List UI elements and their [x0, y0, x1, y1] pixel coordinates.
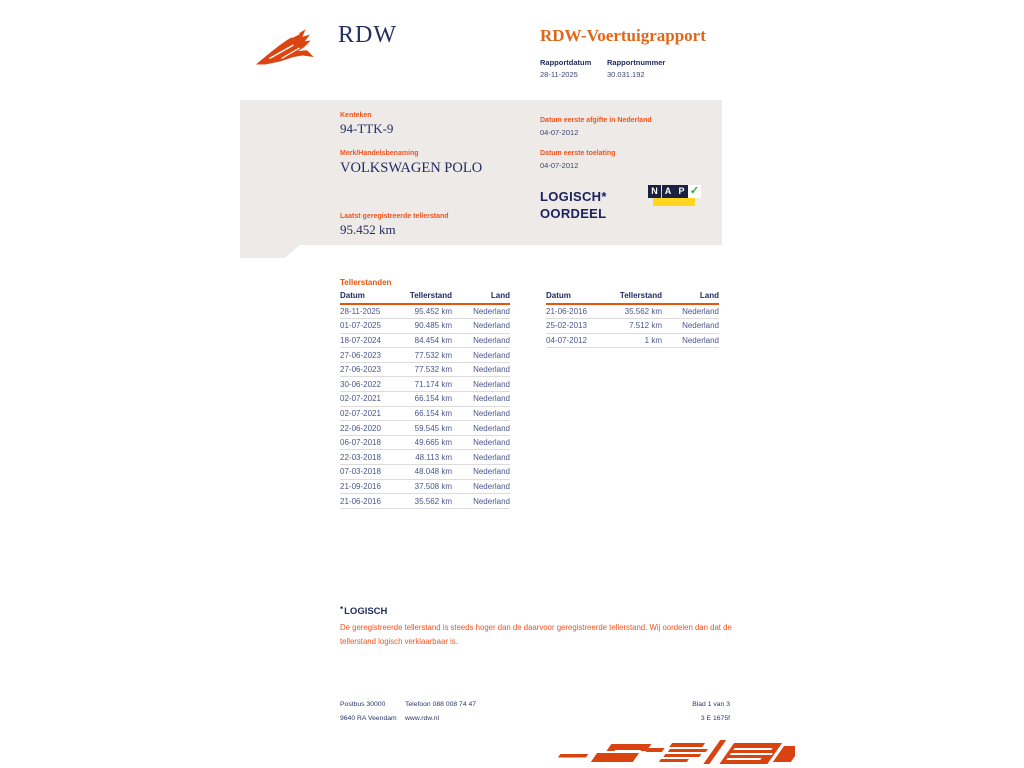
kenteken-value: 94-TTK-9: [340, 121, 394, 136]
table-cell: 1 km: [608, 333, 662, 348]
report-number-label: Rapportnummer: [607, 58, 666, 67]
table-cell: 01-07-2025: [340, 319, 402, 334]
table-cell: 21-06-2016: [546, 304, 608, 319]
table-row: [546, 304, 719, 319]
table-cell: 18-07-2024: [340, 333, 402, 348]
report-number-value: 30.031.192: [607, 70, 645, 79]
logisch-explanation-text: De geregistreerde tellerstand is steeds hoger dan de daarvoor geregistreerde tellerstand. Wij oordelen dan dat de tellerstand logisch verklaarbaar is.: [340, 623, 732, 646]
table-cell: Nederland: [452, 450, 510, 465]
footer-phone: Telefoon 088 008 74 47: [405, 701, 477, 708]
nap-letter-a: A: [662, 185, 675, 198]
odometer-table-right: [546, 291, 719, 348]
table-cell: 25-02-2013: [546, 319, 608, 334]
table-cell: 37.508 km: [402, 479, 452, 494]
oordeel-text: [540, 188, 607, 222]
rdw-logo-text: RDW: [338, 22, 397, 48]
table-row: [340, 494, 510, 509]
table-cell: 48.113 km: [402, 450, 452, 465]
table-cell: 06-07-2018: [340, 435, 402, 450]
footer-page-indicator: Blad 1 van 3: [692, 701, 730, 708]
table-cell: 35.562 km: [402, 494, 452, 509]
table-row: [340, 377, 510, 392]
table-cell: Nederland: [452, 348, 510, 363]
merk-value: VOLKSWAGEN POLO: [340, 160, 483, 176]
toelating-value: 04-07-2012: [540, 161, 579, 170]
table-cell: 71.174 km: [402, 377, 452, 392]
table-cell: 66.154 km: [402, 406, 452, 421]
table-cell: 07-03-2018: [340, 465, 402, 480]
table-row: [340, 333, 510, 348]
rdw-wing-logo-icon: [253, 27, 331, 69]
column-header-datum: Datum: [546, 291, 608, 304]
table-cell: Nederland: [452, 435, 510, 450]
table-cell: Nederland: [662, 333, 719, 348]
table-cell: 02-07-2021: [340, 392, 402, 407]
table-cell: 95.452 km: [402, 304, 452, 319]
table-row: [546, 333, 719, 348]
tellerstand-value: 95.452 km: [340, 222, 396, 237]
table-row: [340, 406, 510, 421]
table-row: [340, 362, 510, 377]
footer-address-line2: 9640 RA Veendam: [340, 715, 397, 722]
table-cell: 27-06-2023: [340, 348, 402, 363]
afgifte-label: Datum eerste afgifte in Nederland: [540, 117, 652, 124]
asterisk: *: [340, 605, 344, 614]
afgifte-value: 04-07-2012: [540, 128, 579, 137]
table-cell: 49.665 km: [402, 435, 452, 450]
table-cell: Nederland: [452, 304, 510, 319]
merk-label: Merk/Handelsbenaming: [340, 150, 419, 157]
table-cell: 66.154 km: [402, 392, 452, 407]
table-cell: 77.532 km: [402, 348, 452, 363]
table-cell: 30-06-2022: [340, 377, 402, 392]
table-cell: Nederland: [662, 304, 719, 319]
nap-check-icon: ✓: [689, 185, 700, 197]
rdw-wing-fragment-decoration: [545, 736, 795, 768]
table-cell: 7.512 km: [608, 319, 662, 334]
oordeel-line2: OORDEEL: [540, 206, 607, 221]
table-cell: Nederland: [452, 377, 510, 392]
table-row: [340, 450, 510, 465]
table-row: [340, 421, 510, 436]
nap-letter-p: P: [675, 185, 688, 198]
table-header-row: [546, 291, 719, 304]
table-row: [340, 319, 510, 334]
table-cell: Nederland: [452, 421, 510, 436]
logisch-explanation-heading: [340, 605, 387, 617]
table-cell: Nederland: [452, 362, 510, 377]
table-cell: 28-11-2025: [340, 304, 402, 319]
toelating-label: Datum eerste toelating: [540, 150, 616, 157]
table-cell: Nederland: [452, 392, 510, 407]
column-header-tellerstand: Tellerstand: [608, 291, 662, 304]
table-row: [340, 435, 510, 450]
column-header-tellerstand: Tellerstand: [402, 291, 452, 304]
tellerstanden-heading: Tellerstanden: [340, 278, 392, 287]
table-cell: 48.048 km: [402, 465, 452, 480]
tellerstand-label: Laatst geregistreerde tellerstand: [340, 213, 449, 220]
table-cell: 77.532 km: [402, 362, 452, 377]
footer-address-line1: Postbus 30000: [340, 701, 386, 708]
oordeel-line1: LOGISCH*: [540, 189, 607, 204]
table-row: [340, 392, 510, 407]
table-cell: 90.485 km: [402, 319, 452, 334]
table-cell: Nederland: [452, 465, 510, 480]
report-date-value: 28-11-2025: [540, 70, 578, 79]
table-cell: 35.562 km: [608, 304, 662, 319]
table-cell: 04-07-2012: [546, 333, 608, 348]
column-header-datum: Datum: [340, 291, 402, 304]
table-cell: Nederland: [452, 406, 510, 421]
table-cell: 21-06-2016: [340, 494, 402, 509]
nap-letter-n: N: [648, 185, 661, 198]
table-cell: 84.454 km: [402, 333, 452, 348]
table-cell: Nederland: [452, 333, 510, 348]
report-date-label: Rapportdatum: [540, 58, 592, 67]
table-row: [546, 319, 719, 334]
table-row: [340, 479, 510, 494]
column-header-land: Land: [662, 291, 719, 304]
table-cell: Nederland: [662, 319, 719, 334]
table-cell: 02-07-2021: [340, 406, 402, 421]
table-cell: 21-09-2016: [340, 479, 402, 494]
table-row: [340, 348, 510, 363]
document-title: RDW-Voertuigrapport: [540, 26, 706, 45]
table-cell: 27-06-2023: [340, 362, 402, 377]
table-row: [340, 304, 510, 319]
table-cell: Nederland: [452, 479, 510, 494]
odometer-table-left: [340, 291, 510, 509]
nap-logo: [648, 185, 700, 209]
table-cell: Nederland: [452, 319, 510, 334]
footer-website: www.rdw.nl: [405, 715, 439, 722]
logisch-heading-text: LOGISCH: [344, 606, 388, 617]
table-header-row: [340, 291, 510, 304]
table-row: [340, 465, 510, 480]
table-cell: 22-03-2018: [340, 450, 402, 465]
table-cell: Nederland: [452, 494, 510, 509]
footer-form-code: 3 E 1675f: [700, 715, 730, 722]
column-header-land: Land: [452, 291, 510, 304]
table-cell: 22-06-2020: [340, 421, 402, 436]
kenteken-label: Kenteken: [340, 112, 372, 119]
table-cell: 59.545 km: [402, 421, 452, 436]
